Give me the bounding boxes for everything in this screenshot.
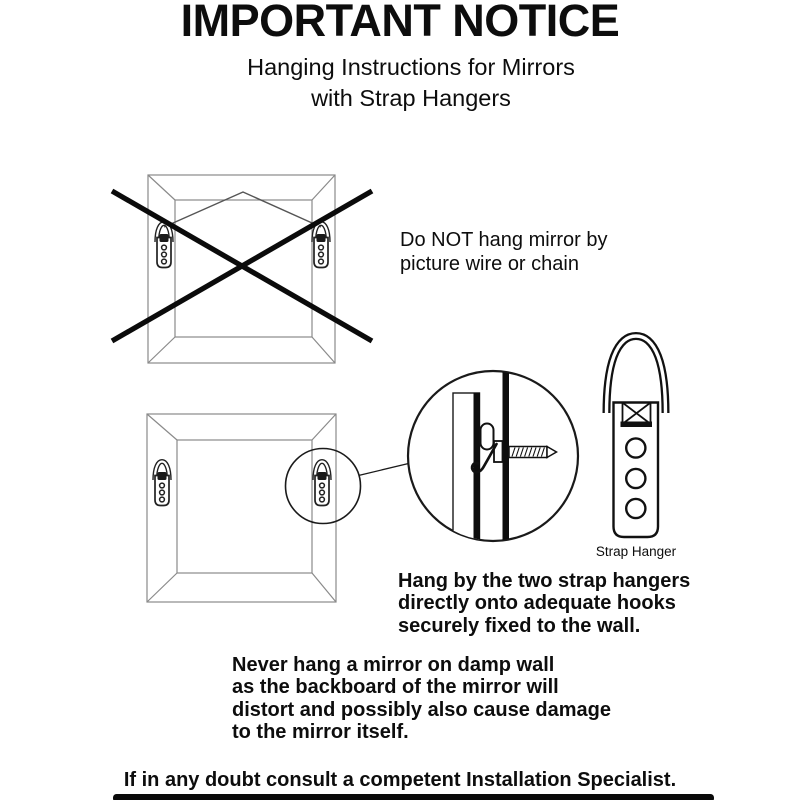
correct-mirror-diagram bbox=[147, 414, 409, 602]
warning-line: as the backboard of the mirror will bbox=[232, 676, 559, 699]
crossed-mirror-diagram bbox=[112, 175, 372, 363]
hanger-hole bbox=[626, 499, 645, 518]
strap-slot bbox=[481, 424, 494, 450]
hanger-crimp-bar bbox=[621, 422, 653, 428]
subtitle-line: Hanging Instructions for Mirrors bbox=[247, 54, 575, 80]
callout-connector-line bbox=[359, 464, 409, 476]
hanger-hole bbox=[626, 469, 645, 488]
instruction-line: securely fixed to the wall. bbox=[398, 614, 641, 637]
wall-section bbox=[503, 368, 510, 546]
hook-screw-wall-detail bbox=[408, 368, 578, 546]
hanger-hole bbox=[626, 438, 645, 457]
page-subtitle bbox=[0, 52, 800, 113]
no-wire-warning-text bbox=[400, 229, 607, 276]
subtitle-line: with Strap Hangers bbox=[311, 84, 511, 111]
magnifier-circle bbox=[408, 371, 578, 541]
strap-hanger-large bbox=[607, 336, 666, 537]
instruction-line: Hang by the two strap hangers bbox=[398, 570, 691, 592]
strap-hanger-label: Strap Hanger bbox=[595, 544, 677, 559]
warning-line: to the mirror itself. bbox=[232, 721, 409, 744]
warning-line: Do NOT hang mirror by bbox=[400, 229, 608, 251]
frame-back-edge bbox=[474, 393, 481, 547]
damp-wall-warning-text bbox=[232, 654, 611, 744]
page-title: IMPORTANT NOTICE bbox=[180, 0, 620, 46]
bottom-bar bbox=[113, 794, 714, 800]
footer-advice-text: If in any doubt consult a competent Installation Specialist. bbox=[123, 769, 677, 791]
instruction-line: directly onto adequate hooks bbox=[398, 592, 676, 615]
warning-line: Never hang a mirror on damp wall bbox=[232, 654, 555, 676]
hang-by-instruction-text bbox=[398, 570, 690, 637]
warning-line: picture wire or chain bbox=[400, 252, 579, 275]
warning-line: distort and possibly also cause damage bbox=[232, 698, 612, 721]
